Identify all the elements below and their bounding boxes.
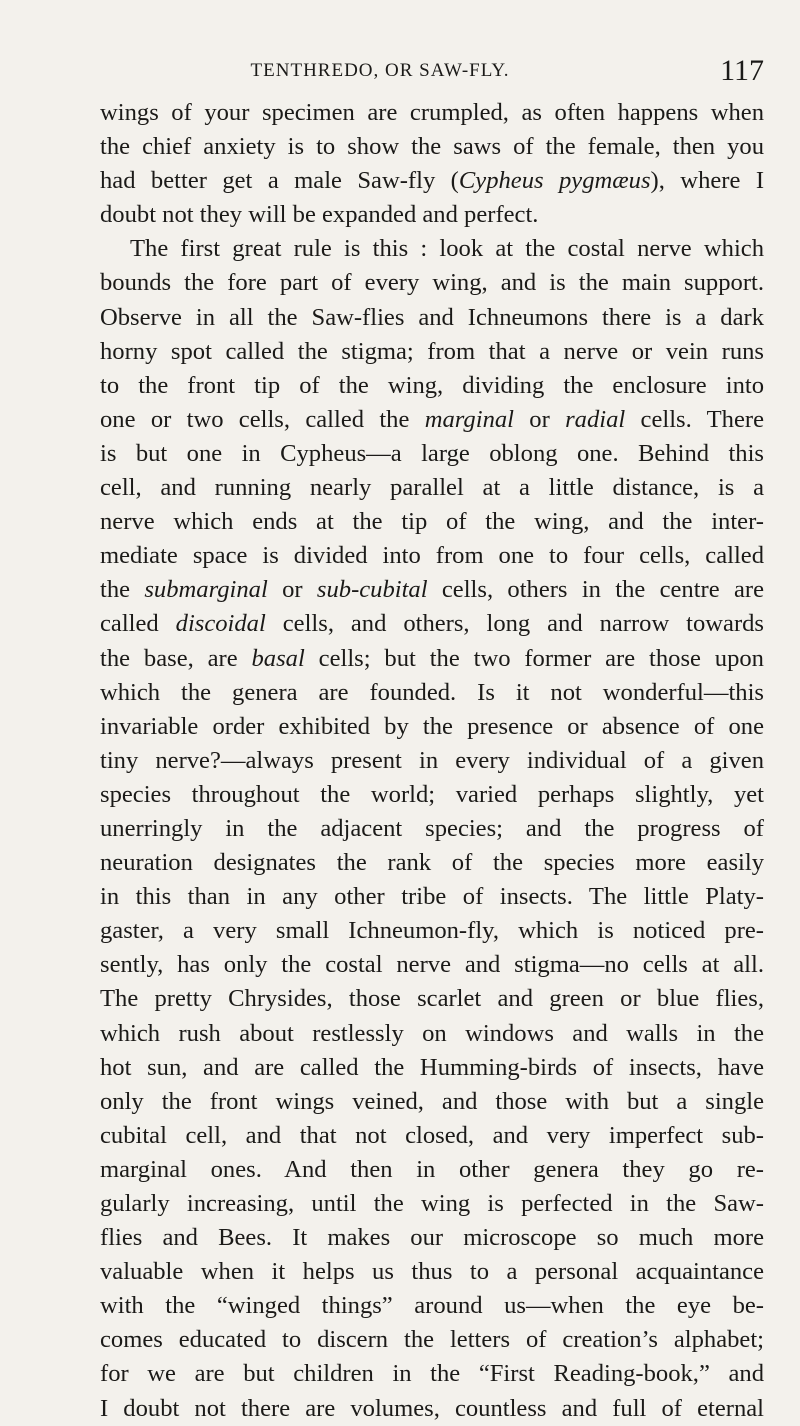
text-line: neuration designates the rank of the species more easily [100,849,764,877]
text-line: I doubt not there are volumes, countless and full of eternal [100,1394,764,1422]
text-line: Observe in all the Saw-flies and Ichneumons there is a dark [100,303,764,331]
page-number: 117 [720,54,764,87]
running-head [100,54,800,88]
text-line: in this than in any other tribe of insects. The little Platy- [100,883,764,911]
text-line: species throughout the world; varied perhaps slightly, yet [100,780,764,808]
text-line: mediate space is divided into from one to four cells, called [100,542,764,570]
text-line: to the front tip of the wing, dividing the enclosure into [100,371,764,399]
text-line: bounds the fore part of every wing, and is the main support. [100,269,764,297]
text-line: flies and Bees. It makes our microscope so much more [100,1224,764,1252]
text-line: the base, are basal cells; but the two former are those upon [100,644,764,672]
text-line: tiny nerve?—always present in every individual of a given [100,746,764,774]
text-line: gularly increasing, until the wing is perfected in the Saw- [100,1190,764,1217]
text-line: hot sun, and are called the Humming-birds of insects, have [100,1053,764,1081]
body-text [100,96,764,1426]
text-line: valuable when it helps us thus to a personal acquaintance [100,1258,764,1286]
text-line: the chief anxiety is to show the saws of the female, then you [100,133,764,161]
text-line: with the “winged things” around us—when the eye be- [100,1292,764,1320]
text-line: the submarginal or sub-cubital cells, others in the centre are [100,576,764,604]
text-line: which rush about restlessly on windows and walls in the [100,1019,764,1047]
text-line: sently, has only the costal nerve and stigma—no cells at all. [100,951,764,979]
text-line: comes educated to discern the letters of creation’s alphabet; [100,1326,764,1354]
text-line: only the front wings veined, and those with but a single [100,1087,764,1115]
text-line: The first great rule is this : look at the costal nerve which [130,235,764,263]
text-line: invariable order exhibited by the presence or absence of one [100,712,764,740]
text-line: called discoidal cells, and others, long and narrow towards [100,610,765,638]
text-line: cubital cell, and that not closed, and very imperfect sub- [100,1121,764,1149]
text-line: for we are but children in the “First Reading-book,” and [100,1360,764,1388]
text-line: doubt not they will be expanded and perfect. [100,201,539,229]
text-line: unerringly in the adjacent species; and the progress of [100,814,764,842]
text-line: cell, and running nearly parallel at a little distance, is a [100,474,764,502]
text-line: horny spot called the stigma; from that a nerve or vein runs [100,337,764,365]
text-line: is but one in Cypheus—a large oblong one. Behind this [100,439,764,467]
text-line: which the genera are founded. Is it not wonderful—this [100,678,764,706]
text-line: had better get a male Saw-fly (Cypheus pygmæus), where I [100,167,765,195]
text-line: The pretty Chrysides, those scarlet and green or blue flies, [100,985,764,1013]
text-line: one or two cells, called the marginal or radial cells. There [100,405,764,433]
text-line: wings of your specimen are crumpled, as often happens when [100,99,764,126]
text-line: marginal ones. And then in other genera they go re- [100,1155,764,1183]
text-line: gaster, a very small Ichneumon-fly, which is noticed pre- [100,917,764,945]
text-line: nerve which ends at the tip of the wing, and the inter- [100,508,764,536]
running-title: TENTHREDO, OR SAW-FLY. [250,60,510,81]
